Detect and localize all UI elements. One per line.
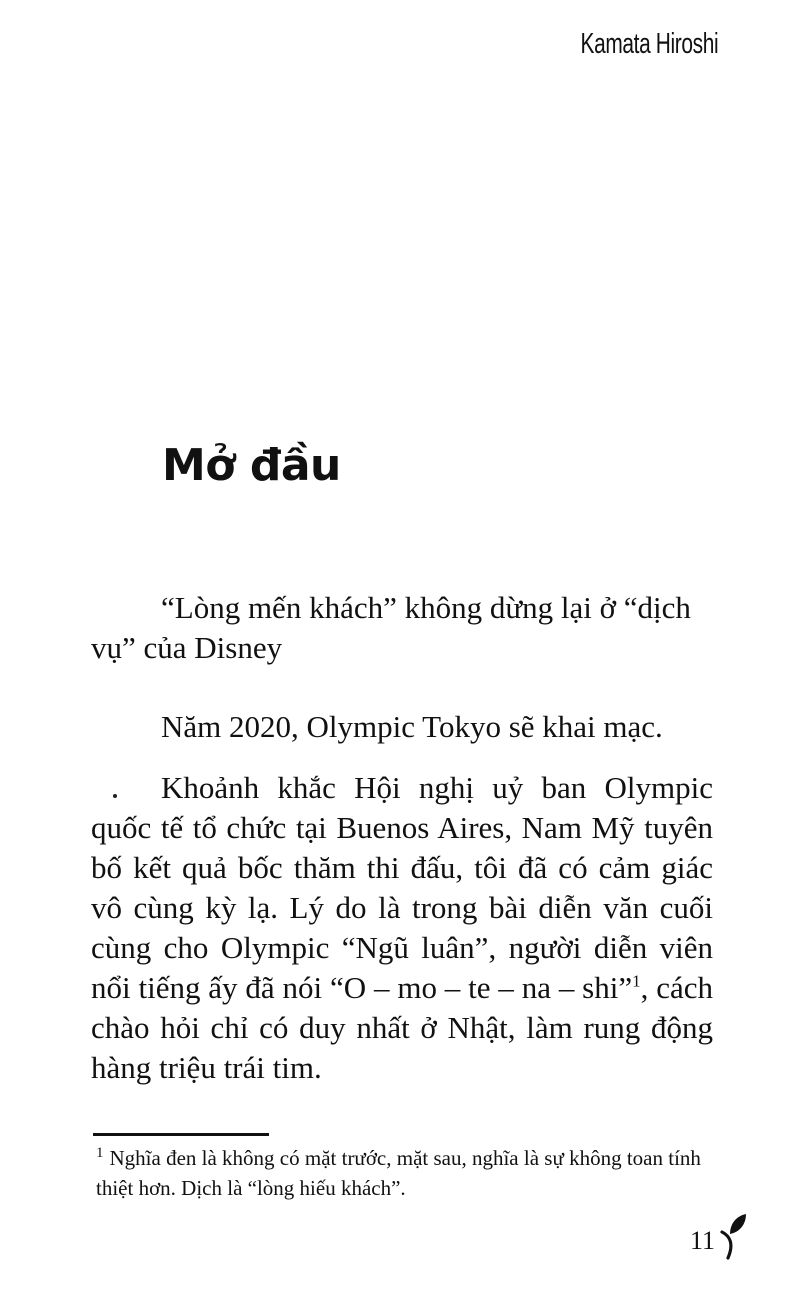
footnote-marker: 1 <box>96 1145 104 1161</box>
running-header-author: Kamata Hiroshi <box>580 28 718 60</box>
body-paragraph-2: Năm 2020, Olympic Tokyo sẽ khai mạc. <box>161 709 663 744</box>
footnote <box>96 1143 716 1203</box>
footnote-reference: 1 <box>632 971 641 991</box>
paragraph-3-text-start: Khoảnh khắc Hội nghị uỷ ban Olympic quốc tế tổ chức tại Buenos Aires, Nam Mỹ tuyên bố kết quả bốc thăm thi đấu, tôi đã có cảm giác vô cùng kỳ lạ. Lý do là trong bài diễn văn cuối cùng cho Olympic “Ngũ luân”, người diễn viên nổi tiếng ấy đã nói “O – mo – te – na – shi” <box>91 770 713 1005</box>
footnote-text: Nghĩa đen là không có mặt trước, mặt sau, nghĩa là sự không toan tính thiệt hơn. Dịch là “lòng hiếu khách”. <box>96 1146 701 1200</box>
page-number: 11 <box>690 1226 716 1255</box>
footnote-divider <box>93 1133 269 1136</box>
body-paragraph-3 <box>91 768 713 1088</box>
chapter-title: Mở đầu <box>162 440 341 491</box>
sprout-icon <box>716 1212 750 1260</box>
paragraph-3-text-end: , cách chào hỏi chỉ có duy nhất ở Nhật, làm rung động hàng triệu trái tim. <box>91 970 714 1085</box>
body-paragraph-1: “Lòng mến khách” không dừng lại ở “dịch vụ” của Disney <box>91 590 691 665</box>
